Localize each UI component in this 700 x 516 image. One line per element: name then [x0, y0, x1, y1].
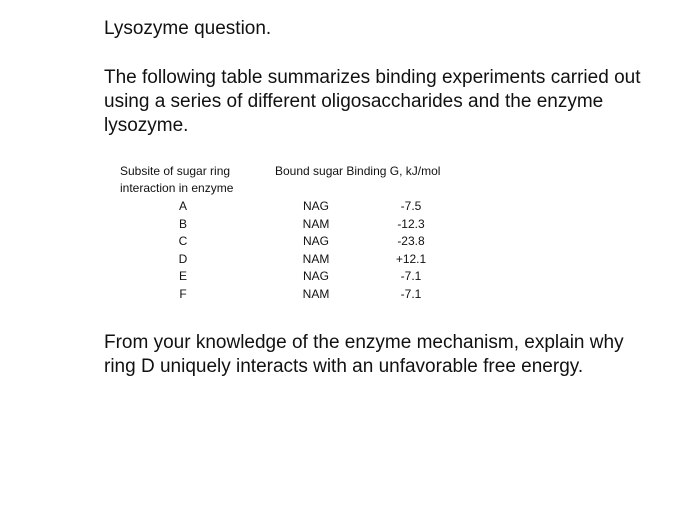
sugar-cell: NAG	[302, 234, 329, 249]
question-paragraph: From your knowledge of the enzyme mechanism, explain why ring D uniquely interacts with an unfavorable free energy.	[104, 332, 624, 377]
table-row	[120, 216, 480, 234]
subsite-cell: A	[178, 199, 187, 213]
binding-g-cell: -7.5	[400, 199, 422, 213]
sugar-cell: NAM	[302, 286, 330, 301]
subsite-cell: C	[178, 234, 188, 249]
subsite-cell: D	[178, 251, 188, 266]
binding-g-cell: +12.1	[395, 251, 427, 266]
table-row	[120, 286, 480, 304]
subsite-cell: F	[179, 286, 187, 301]
subsite-cell: B	[178, 216, 187, 231]
header-bound-sugar-binding: Bound sugar Binding G, kJ/mol	[275, 164, 441, 178]
binding-g-cell: -7.1	[400, 269, 422, 284]
sugar-cell: NAG	[302, 199, 329, 213]
binding-g-cell: -12.3	[397, 216, 425, 231]
table-row	[120, 268, 480, 286]
table-row	[120, 233, 480, 251]
table-body	[120, 198, 480, 304]
header-subsite: Subsite of sugar ring interaction in enzyme	[120, 164, 234, 195]
table-row	[120, 198, 480, 216]
table-row	[120, 251, 480, 269]
binding-g-cell: -23.8	[397, 234, 425, 249]
sugar-cell: NAM	[302, 251, 330, 266]
sugar-cell: NAG	[302, 269, 329, 284]
binding-g-cell: -7.1	[400, 286, 422, 301]
subsite-cell: E	[178, 269, 187, 284]
page-title: Lysozyme question.	[104, 18, 272, 39]
sugar-cell: NAM	[302, 216, 330, 231]
intro-paragraph: The following table summarizes binding experiments carried out using a series of different oligosaccharides and the enzyme lysozyme.	[104, 67, 641, 136]
